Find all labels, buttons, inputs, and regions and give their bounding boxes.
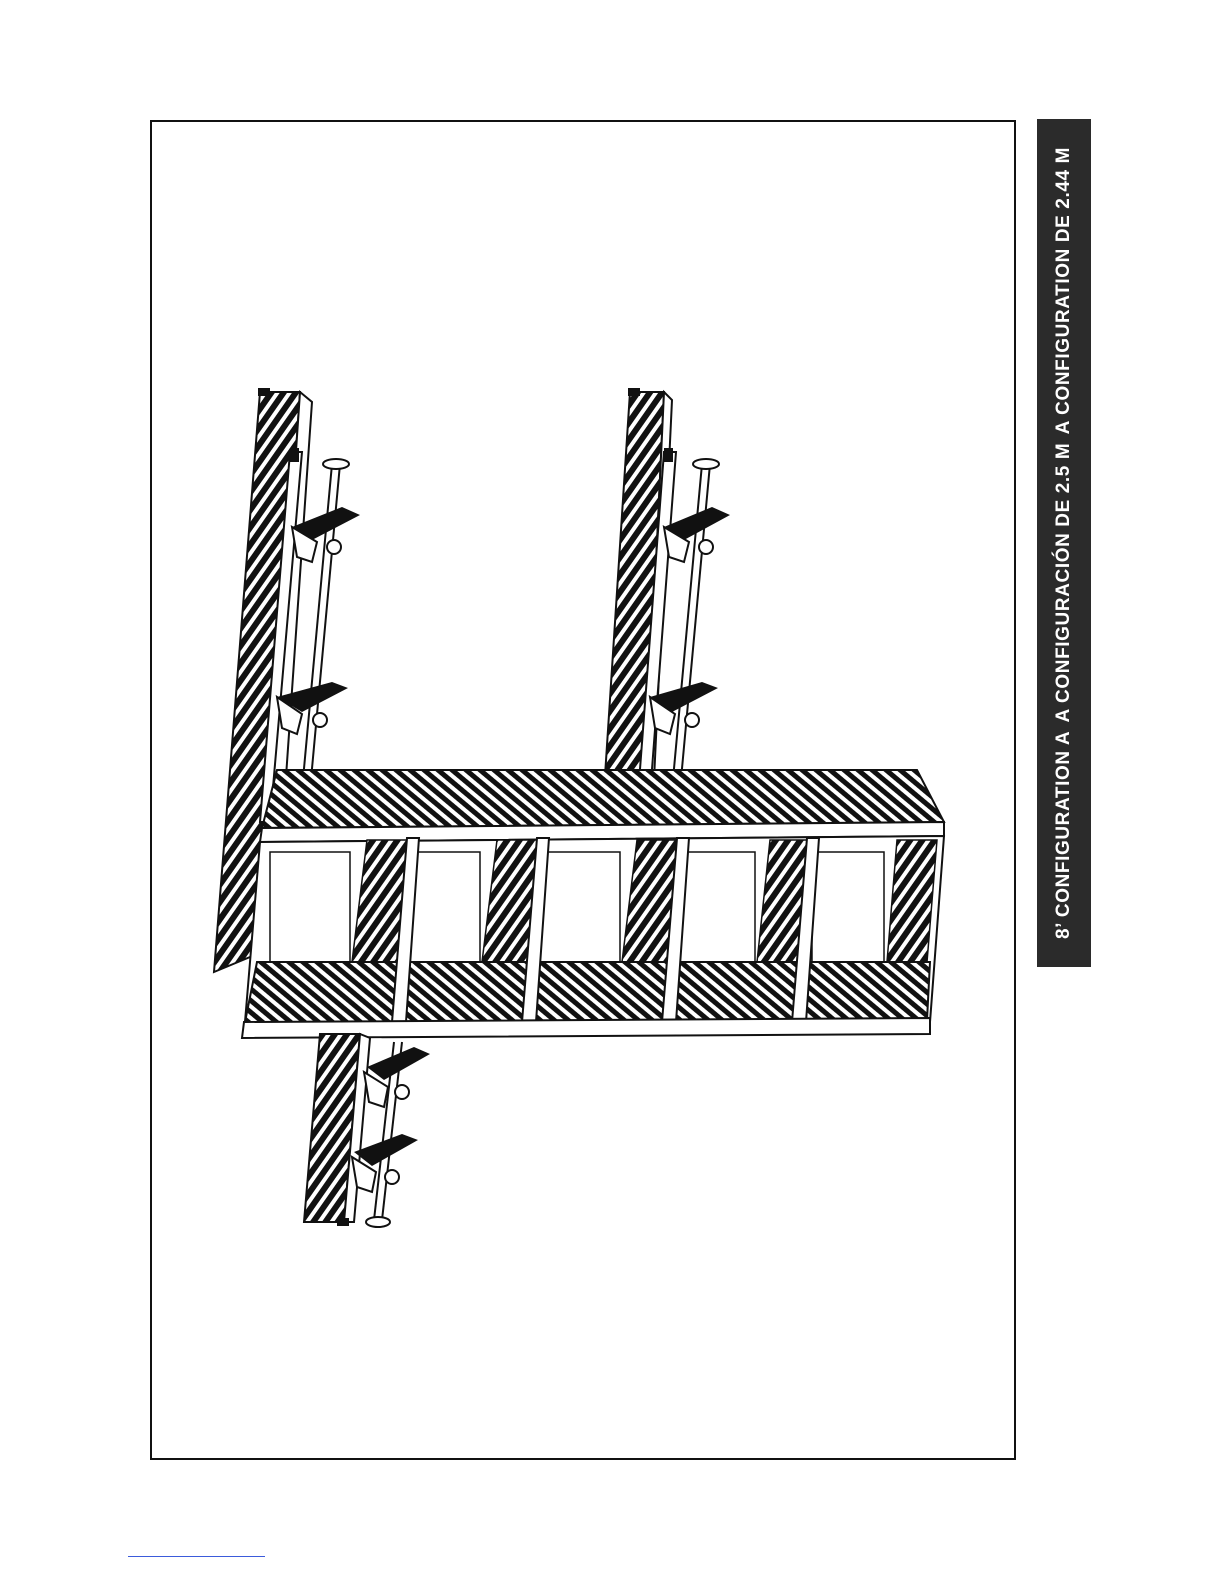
side-tab xyxy=(1037,119,1091,967)
side-tab-label-group xyxy=(1037,119,1091,967)
diagram-frame xyxy=(150,120,1016,1460)
closet-organizer-illustration xyxy=(152,122,1014,1458)
side-tab-label-french: A CONFIGURATION DE 2.44 M xyxy=(1053,147,1074,435)
cubby-unit xyxy=(242,836,944,1038)
top-shelf xyxy=(260,770,944,842)
side-tab-label-spanish: A CONFIGURACIÓN DE 2.5 M xyxy=(1053,442,1074,723)
lower-left-bracket-assembly xyxy=(304,1034,430,1227)
side-tab-label-english: 8’ CONFIGURATION A xyxy=(1053,730,1074,939)
right-wall-panel xyxy=(602,388,730,822)
footer-link-underline xyxy=(128,1556,265,1557)
